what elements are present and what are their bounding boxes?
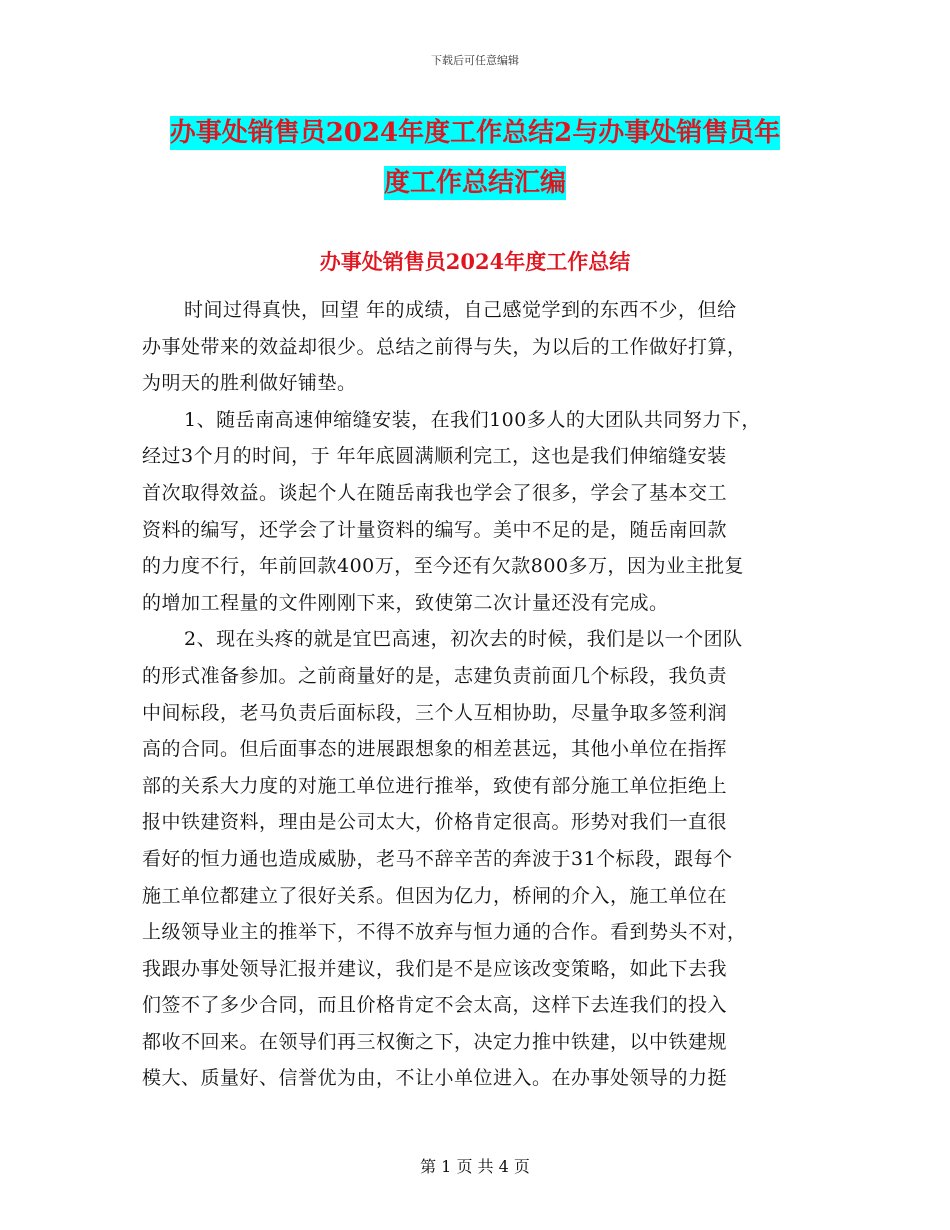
header-note: 下载后可任意编辑	[431, 54, 519, 67]
body-line: 们签不了多少合同，而且价格肯定不会太高，这样下去连我们的投入	[142, 994, 728, 1017]
body-line: 上级领导业主的推举下，不得不放弃与恒力通的合作。看到势头不对，	[142, 921, 747, 944]
body-line: 办事处带来的效益却很少。总结之前得与失，为以后的工作做好打算，	[142, 335, 747, 358]
body-line: 部的关系大力度的对施工单位进行推举，致使有部分施工单位拒绝上	[142, 774, 728, 797]
body-line: 高的合同。但后面事态的进展跟想象的相差甚远，其他小单位在指挥	[142, 738, 728, 761]
body-line: 1、随岳南高速伸缩缝安装，在我们100多人的大团队共同努力下，	[184, 408, 761, 431]
body-line: 经过3个月的时间，于 年年底圆满顺利完工，这也是我们伸缩缝安装	[142, 445, 727, 468]
document-title-line-1: 办事处销售员2024年度工作总结2与办事处销售员年	[169, 118, 781, 148]
body-line: 的增加工程量的文件刚刚下来，致使第二次计量还没有完成。	[142, 591, 669, 614]
body-line: 施工单位都建立了很好关系。但因为亿力，桥闸的介入，施工单位在	[142, 884, 728, 907]
body-line: 时间过得真快，回望 年的成绩，自己感觉学到的东西不少，但给	[184, 299, 737, 321]
section-title: 办事处销售员2024年度工作总结	[319, 249, 631, 274]
body-line: 资料的编写，还学会了计量资料的编写。美中不足的是，随岳南回款	[142, 518, 728, 541]
body-line: 中间标段，老马负责后面标段，三个人互相协助，尽量争取多签利润	[142, 701, 728, 724]
page-footer: 第 1 页 共 4 页	[420, 1157, 530, 1176]
body-line: 的形式准备参加。之前商量好的是，志建负责前面几个标段，我负责	[142, 664, 728, 687]
body-line: 2、现在头疼的就是宜巴高速，初次去的时候，我们是以一个团队	[184, 628, 743, 651]
body-line: 看好的恒力通也造成威胁，老马不辞辛苦的奔波于31个标段，跟每个	[142, 847, 733, 870]
body-text	[142, 292, 822, 1097]
body-line: 模大、质量好、信誉优为由，不让小单位进入。在办事处领导的力挺	[142, 1067, 728, 1090]
body-line: 我跟办事处领导汇报并建议，我们是不是应该改变策略，如此下去我	[142, 957, 728, 980]
body-line: 为明天的胜利做好铺垫。	[142, 372, 357, 395]
body-line: 都收不回来。在领导们再三权衡之下，决定力推中铁建，以中铁建规	[142, 1030, 728, 1053]
document-title-line-2: 度工作总结汇编	[383, 168, 566, 198]
body-line: 报中铁建资料，理由是公司太大，价格肯定很高。形势对我们一直很	[142, 811, 728, 834]
document-title	[0, 108, 950, 208]
body-line: 的力度不行，年前回款400万，至今还有欠款800多万，因为业主批复	[142, 555, 745, 578]
body-line: 首次取得效益。谈起个人在随岳南我也学会了很多，学会了基本交工	[142, 481, 728, 504]
